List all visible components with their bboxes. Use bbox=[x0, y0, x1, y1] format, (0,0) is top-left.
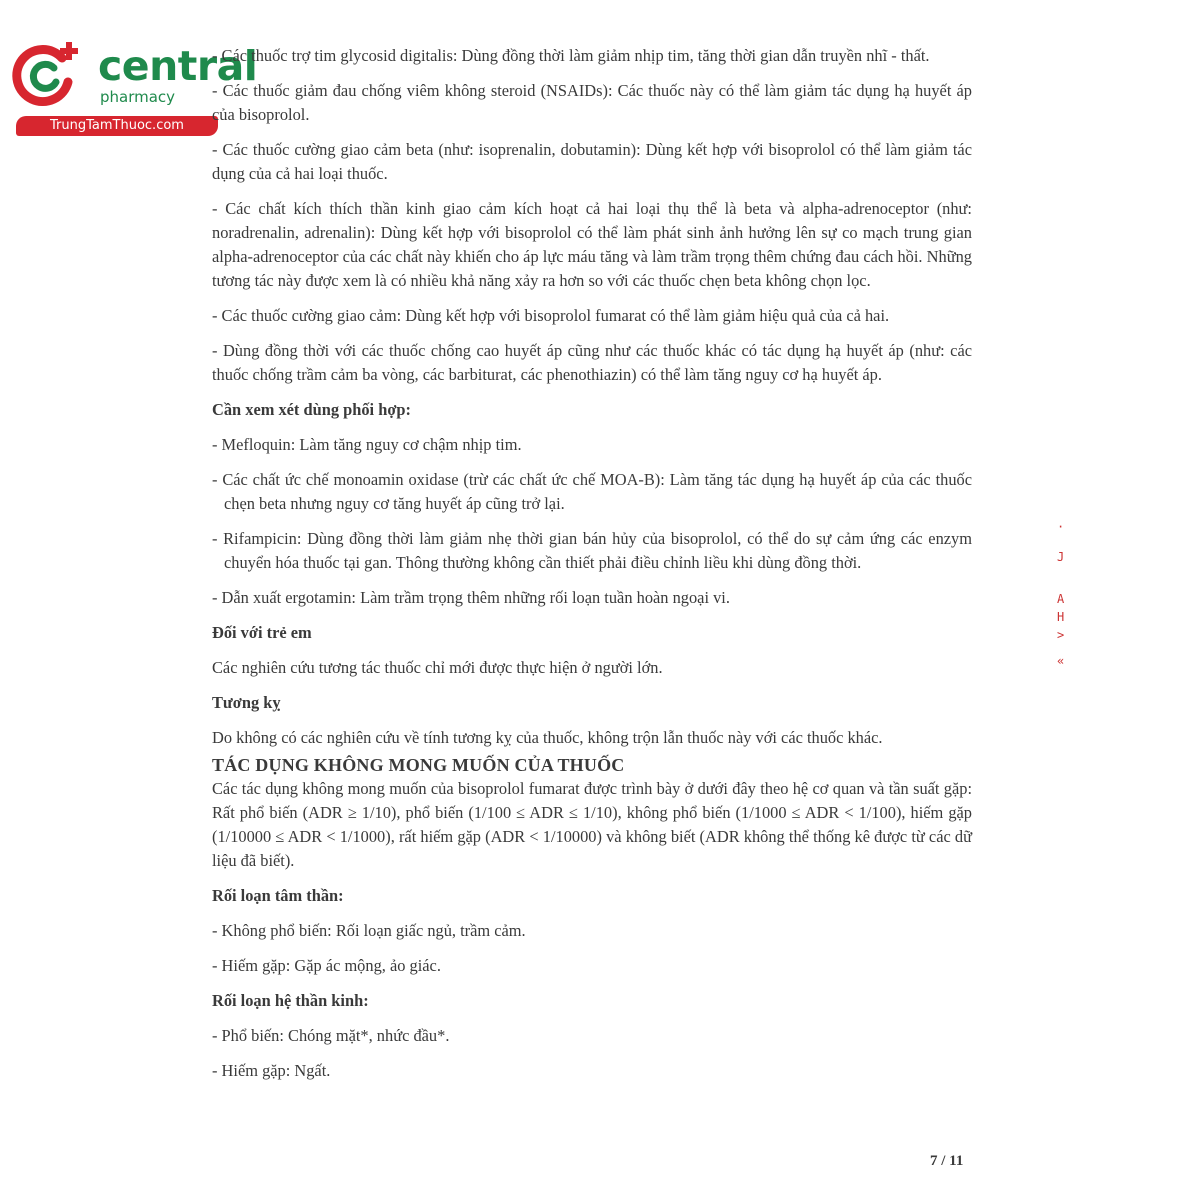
paragraph-nervous-common: - Phổ biến: Chóng mặt*, nhức đầu*. bbox=[212, 1026, 450, 1045]
central-pharmacy-logo bbox=[10, 38, 258, 138]
heading-psychiatric: Rối loạn tâm thần: bbox=[212, 886, 344, 905]
paragraph-adverse-effects: Các tác dụng không mong muốn của bisoprolol fumarat được trình bày ở dưới đây theo hệ cơ quan và tần suất gặp: Rất phổ biến (ADR ≥ 1/10), phổ biến (1/100 ≤ ADR ≤ 1/10), không phổ biến (1/1000 ≤ ADR < 1/100), hiếm gặp (1/10000 ≤ ADR < 1/1000), rất hiếm gặp (ADR < 1/10000) và không biết (ADR không thể thống kê được từ các dữ liệu đã biết). bbox=[212, 779, 972, 870]
heading-incompatibility: Tương kỵ bbox=[212, 693, 281, 712]
heading-nervous-system: Rối loạn hệ thần kinh: bbox=[212, 991, 369, 1010]
paragraph-ergotamin: - Dẫn xuất ergotamin: Làm trầm trọng thêm những rối loạn tuần hoàn ngoại vi. bbox=[212, 588, 730, 607]
paragraph-digitalis: - Các thuốc trợ tim glycosid digitalis: Dùng đồng thời làm giảm nhịp tim, tăng thời gian dẫn truyền nhĩ - thất. bbox=[212, 46, 930, 65]
document-body bbox=[212, 44, 972, 1094]
page-number: 7 / 11 bbox=[930, 1153, 964, 1169]
paragraph-children: Các nghiên cứu tương tác thuốc chỉ mới được thực hiện ở người lớn. bbox=[212, 658, 663, 677]
paragraph-psychiatric-uncommon: - Không phổ biến: Rối loạn giấc ngủ, trầm cảm. bbox=[212, 921, 526, 940]
margin-stamp-marks: · J A H > « bbox=[1057, 520, 1065, 668]
paragraph-rifampicin: - Rifampicin: Dùng đồng thời làm giảm nhẹ thời gian bán hủy của bisoprolol, có thể do sự cảm ứng các enzym chuyển hóa thuốc tại gan. Thông thường không cần thiết phải điều chỉnh liều khi dùng đồng thời. bbox=[212, 529, 972, 572]
logo-banner: TrungTamThuoc.com bbox=[16, 116, 218, 136]
paragraph-nsaids: - Các thuốc giảm đau chống viêm không steroid (NSAIDs): Các thuốc này có thể làm giảm tác dụng hạ huyết áp của bisoprolol. bbox=[212, 81, 972, 124]
pharmacy-cross-icon bbox=[10, 38, 82, 110]
paragraph-beta-agonists: - Các thuốc cường giao cảm beta (như: isoprenalin, dobutamin): Dùng kết hợp với bisoprolol có thể làm giảm tác dụng của cả hai loại thuốc. bbox=[212, 140, 972, 183]
logo-brand: central bbox=[98, 42, 258, 90]
heading-consider-combination: Cần xem xét dùng phối hợp: bbox=[212, 400, 411, 419]
paragraph-psychiatric-rare: - Hiếm gặp: Gặp ác mộng, ảo giác. bbox=[212, 956, 441, 975]
paragraph-sympathomimetic-fumarat: - Các thuốc cường giao cảm: Dùng kết hợp với bisoprolol fumarat có thể làm giảm hiệu quả của cả hai. bbox=[212, 306, 890, 325]
paragraph-maoi: - Các chất ức chế monoamin oxidase (trừ các chất ức chế MOA-B): Làm tăng tác dụng hạ huyết áp của các thuốc chẹn beta nhưng nguy cơ tăng huyết áp cũng trở lại. bbox=[212, 470, 972, 513]
paragraph-antihypertensives: - Dùng đồng thời với các thuốc chống cao huyết áp cũng như các thuốc khác có tác dụng hạ huyết áp (như: các thuốc chống trầm cảm ba vòng, các barbiturat, các phenothiazin) có thể làm tăng nguy cơ hạ huyết áp. bbox=[212, 341, 972, 384]
logo-subtitle: pharmacy bbox=[100, 88, 176, 106]
paragraph-sympathomimetics: - Các chất kích thích thần kinh giao cảm kích hoạt cả hai loại thụ thể là beta và alpha-adrenoceptor (như: noradrenalin, adrenalin): Dùng kết hợp với bisoprolol có thể làm phát sinh ảnh hưởng lên sự co mạch trung gian alpha-adrenoceptor của các chất này khiến cho áp lực máu tăng và làm trầm trọng thêm chứng đau cách hồi. Những tương tác này được xem là có nhiều khả năng xảy ra hơn so với các thuốc chẹn beta không chọn lọc. bbox=[212, 199, 972, 290]
paragraph-incompatibility: Do không có các nghiên cứu về tính tương kỵ của thuốc, không trộn lẫn thuốc này với các thuốc khác. bbox=[212, 728, 883, 747]
heading-children: Đối với trẻ em bbox=[212, 623, 312, 642]
paragraph-nervous-rare: - Hiếm gặp: Ngất. bbox=[212, 1061, 331, 1080]
heading-adverse-effects: TÁC DỤNG KHÔNG MONG MUỐN CỦA THUỐC bbox=[212, 755, 625, 775]
paragraph-mefloquin: - Mefloquin: Làm tăng nguy cơ chậm nhịp tim. bbox=[212, 435, 522, 454]
